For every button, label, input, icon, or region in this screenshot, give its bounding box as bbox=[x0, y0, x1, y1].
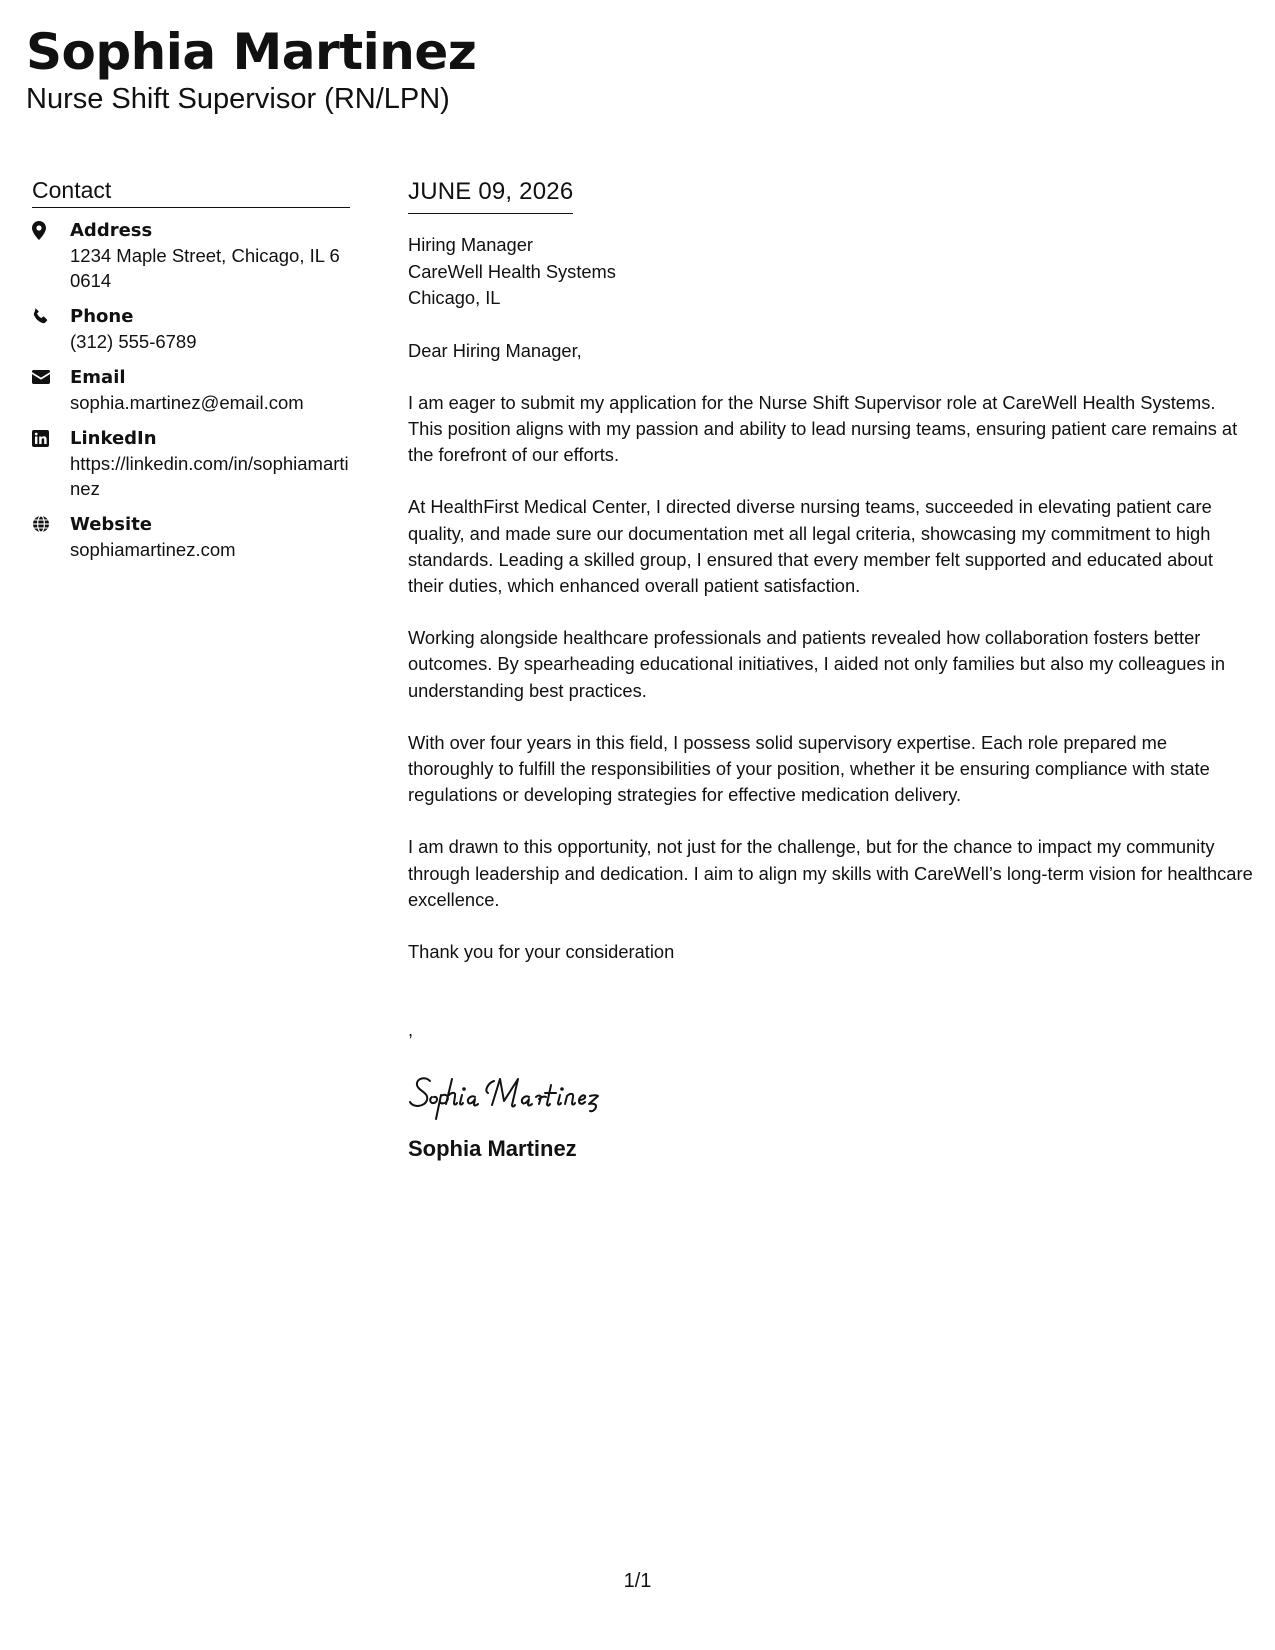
contact-email bbox=[32, 365, 350, 415]
salutation: Dear Hiring Manager, bbox=[408, 339, 582, 361]
email-label: Email bbox=[70, 367, 126, 388]
linkedin-icon bbox=[32, 426, 70, 448]
handwritten-signature bbox=[408, 1069, 1253, 1123]
paragraph: At HealthFirst Medical Center, I directed diverse nursing teams, succeeded in elevating patient care quality, and made sure our documentation met all legal criteria, showcasing my commitment to high standards. Leading a skilled group, I ensured that every member felt supported and educated about their duties, which enhanced overall patient satisfaction. bbox=[408, 496, 1213, 596]
linkedin-value: https://linkedin.com/in/sophiamartinez bbox=[70, 453, 349, 499]
phone-value: (312) 555-6789 bbox=[70, 331, 197, 352]
email-value: sophia.martinez@email.com bbox=[70, 392, 304, 413]
website-label: Website bbox=[70, 514, 153, 535]
paragraph: I am eager to submit my application for the Nurse Shift Supervisor role at CareWell Health Systems. This position aligns with my passion and ability to lead nursing teams, ensuring patient care remains at the forefront of our efforts. bbox=[408, 391, 1238, 466]
map-pin-icon bbox=[32, 218, 70, 240]
paragraph: I am drawn to this opportunity, not just for the challenge, but for the chance to impact my community through leadership and dedication. I aim to align my skills with CareWell’s long-term vision for healthcare excellence. bbox=[408, 836, 1253, 910]
contact-address bbox=[32, 218, 350, 293]
envelope-icon bbox=[32, 365, 70, 387]
paragraph: Working alongside healthcare professionals and patients revealed how collaboration fosters better outcomes. By spearheading educational initiatives, I aided not only families but also my colleagues in understanding best practices. bbox=[408, 627, 1226, 701]
contact-website bbox=[32, 512, 350, 562]
address-value: 1234 Maple Street, Chicago, IL 60614 bbox=[70, 245, 340, 291]
contact-heading: Contact bbox=[32, 176, 350, 208]
job-title: Nurse Shift Supervisor (RN/LPN) bbox=[26, 83, 450, 115]
applicant-name: Sophia Martinez bbox=[26, 23, 477, 81]
recipient-company: CareWell Health Systems bbox=[408, 260, 616, 282]
recipient-title: Hiring Manager bbox=[408, 234, 533, 255]
phone-label: Phone bbox=[70, 306, 134, 327]
page-number: 1/1 bbox=[623, 1570, 652, 1592]
contact-phone bbox=[32, 304, 350, 354]
contact-linkedin bbox=[32, 426, 350, 501]
linkedin-label: LinkedIn bbox=[70, 428, 157, 449]
phone-icon bbox=[32, 304, 70, 326]
letter-body bbox=[408, 176, 1253, 1163]
recipient-block bbox=[408, 232, 1253, 312]
document-header bbox=[26, 22, 476, 116]
closing-comma: , bbox=[408, 1019, 414, 1041]
globe-icon bbox=[32, 512, 70, 534]
letter-date: JUNE 09, 2026 bbox=[408, 176, 573, 214]
address-label: Address bbox=[70, 220, 153, 241]
signer-name: Sophia Martinez bbox=[408, 1136, 577, 1162]
recipient-location: Chicago, IL bbox=[408, 287, 501, 308]
closing-line: Thank you for your consideration bbox=[408, 940, 675, 962]
website-value: sophiamartinez.com bbox=[70, 539, 236, 560]
paragraph: With over four years in this field, I possess solid supervisory expertise. Each role prepared me thoroughly to fulfill the responsibilities of your position, whether it be ensuring compliance with state regulations or developing strategies for effective medication delivery. bbox=[408, 731, 1210, 806]
contact-sidebar bbox=[32, 176, 350, 573]
